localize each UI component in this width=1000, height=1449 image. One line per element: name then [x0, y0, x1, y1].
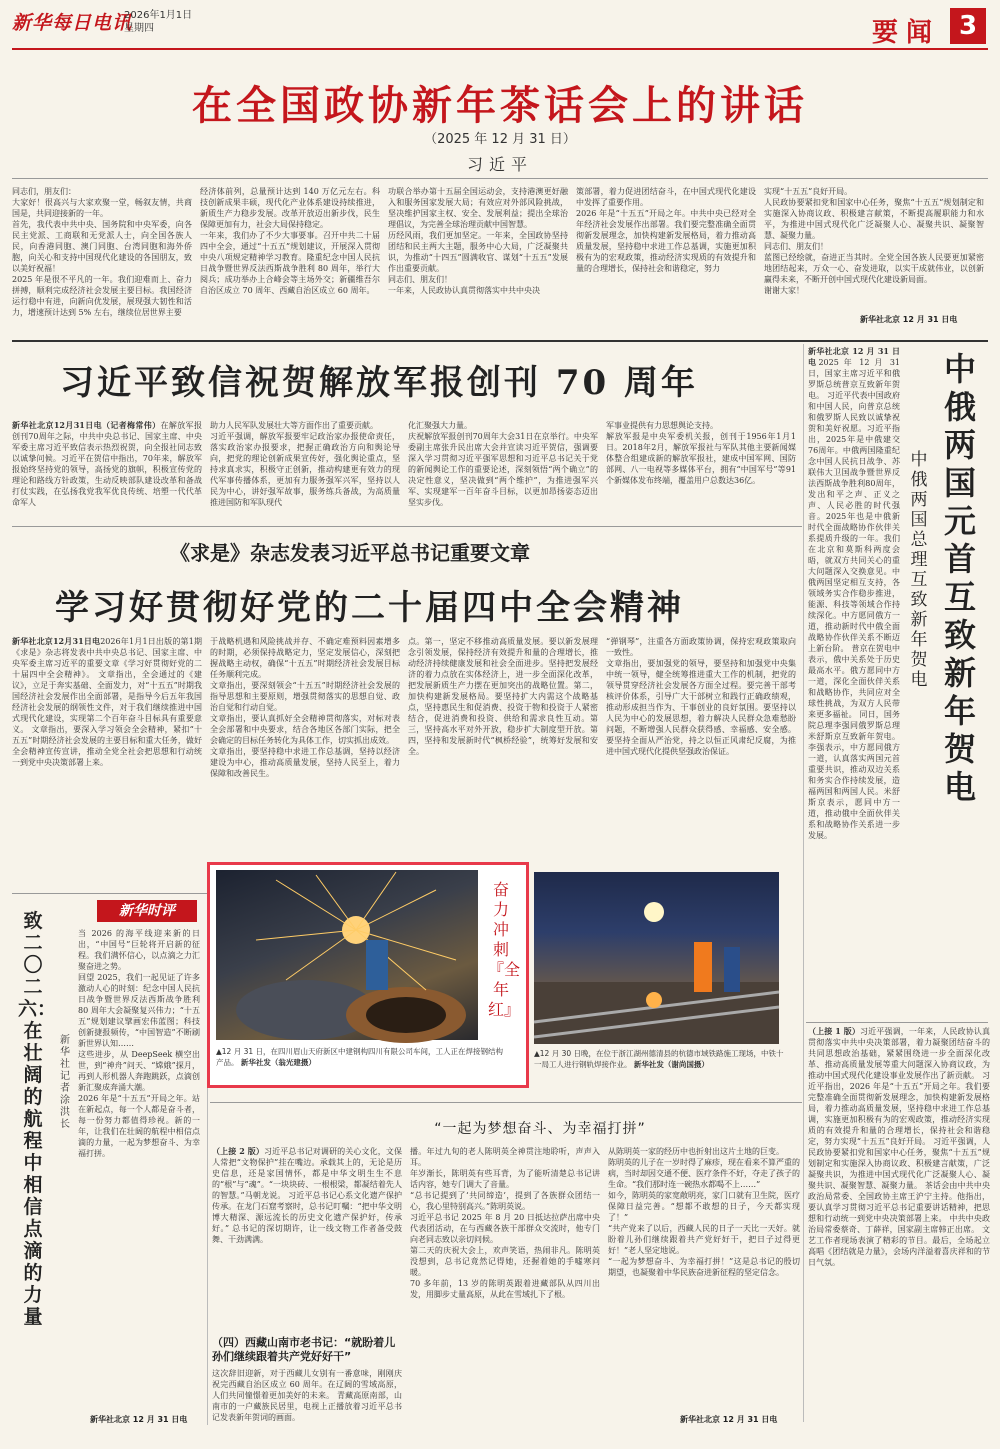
lead-column-5: 实现“十五五”良好开局。 人民政协要紧扣党和国家中心任务，聚焦“十五五”规划制定和实施深入协商议政、积极建言献策，不断提高履职能力和水平，为推进中国式现代化广泛凝聚人心、凝聚共识、凝聚智慧、凝聚力量。 同志们、朋友们！ 蓝图已经绘就，奋进正当其时。全党全国各族人民要更加紧密地团结起来，万众一心、奋发进取，以实干成就伟业，以创新赢得未来，不断开创中国式现代化建设新局面。 谢谢大家！ — [764, 187, 984, 295]
section-label: 要闻 — [871, 18, 940, 48]
lead-headline: 在全国政协新年茶话会上的讲话 — [192, 82, 808, 129]
feature-column-4: 从陈明英一家的经历中也折射出这片土地的巨变。 陈明英的儿子在一岁时得了麻疹，现在看来不算严重的病，当时却因交通不便、医疗条件不好，夺走了孩子的生命。“我们那时连一碗热水都喝不上……” 如今，陈明英的家宽敞明亮，家门口就有卫生院，医疗保障日益完善。“想都不敢想的日子，今天都实现了！” “共产党来了以后，西藏人民的日子一天比一天好。就盼着儿孙们继续跟着共产党好好干，把日子过得更好！”老人坚定地说。 “一起为梦想奋斗、为幸福打拼！”这是总书记的殷切期望，也凝聚着中华民族奋进新征程的坚定信念。 — [608, 1147, 800, 1277]
russia-subheadline: 中俄两国总理互致新年贺电 — [910, 450, 928, 690]
lead-column-2: 经济体前列，总量预计达到 140 万亿元左右。科技创新成果丰硕，现代化产业体系建设持续推进，新质生产力稳步发展。改革开放迈出新步伐，民生保障更加有力，社会大局保持稳定。 一年来，我们办了不少大事要事。召开中共二十届四中全会，通过“十五五”规划建议，开展深入贯彻中央八项规定精神学习教育。隆重纪念中国人民抗日战争暨世界反法西斯战争胜利 80 周年，举行大阅兵；成功举办上合峰会等主场外交；新疆维吾尔自治区成立 70 周年、西藏自治区成立 60 周年。 — [200, 187, 380, 295]
photo-caption-1 — [216, 1046, 506, 1068]
feature-subheading: （四）西藏山南市老书记：“就盼着儿孙们继续跟着共产党好好干” — [212, 1336, 396, 1363]
photo-railway-night — [534, 872, 779, 1044]
qiushi-column-3: 点。第一，坚定不移推动高质量发展。要以新发展理念引领发展，保持经济有效提升和量的合理增长，推动经济持续健康发展和社会全面进步。坚持把发展经济的着力点放在实体经济上，进一步全面深化改革，把发展新质生产力摆在更加突出的战略位置。第二，加快构建新发展格局。要坚持扩大内需这个战略基点，坚持惠民生和促消费、投资于物和投资于人紧密结合，促进消费和投资、供给和需求良性互动。第三，坚持高水平对外开放，稳步扩大制度型开放。第四，坚持和发展新时代“枫桥经验”，统筹好发展和安全。 — [408, 637, 598, 756]
divider — [210, 1102, 802, 1103]
pla-column-4: 军事业提供有力思想舆论支持。 解放军报是中央军委机关报，创刊于1956年1月1日。2018年2月，解放军报社与军队其他主要新闻媒体整合组建成新的解放军报社，建成中国军网、国防部网、八一电视等多媒体平台，拥有“中国军号”等91个新媒体发布终端，覆盖用户总数达36亿。 — [606, 421, 796, 485]
commentary-author: 新华社记者 涂洪长 — [60, 1035, 70, 1130]
lead-column-1: 同志们，朋友们： 大家好！很高兴与大家欢聚一堂，畅叙友情，共商国是，共同迎接新的一年。 首先，我代表中共中央、国务院和中央军委，向各民主党派、工商联和无党派人士，向全国各族人民，向香港同胞、澳门同胞、台湾同胞和海外侨胞，向关心和支持中国现代化建设的各国朋友，致以美好祝福！ 2025 年是很不平凡的一年。我们迎难而上、奋力拼搏，顺利完成经济社会发展主要目标。我国经济运行稳中有进，向新向优发展，展现强大韧性和活力，增速预计达到 5% 左右，继续位居世界主要 — [12, 187, 192, 317]
lead-continuation-text: 习近平强调，一年来，人民政协认真贯彻落实中共中央决策部署，着力凝聚团结奋斗的共同思想政治基础，紧紧围绕进一步全面深化改革、推动高质量发展等重大问题深入协商议政，为推动中国式现代化建设事业发展作出了新贡献。 习近平指出，2026 年是“十五五”开局之年。我们要完整准确全面贯彻新发展理念，加快构建新发展格局，着力推动高质量发展，坚持稳中求进工作总基调，实施更加积极有为的宏观政策，推动经济实现质的有效提升和量的合理增长，保持社会和谐稳定，努力实现“十五五”良好开局。 习近平强调，人民政协要紧扣党和国家中心任务，聚焦“十五五”规划制定和实施深入协商议政、积极建言献策，广泛凝聚共识，为推进中国式现代化广泛凝聚人心、凝聚共识、凝聚智慧、凝聚力量。 茶话会由中共中央政治局常委、全国政协主席王沪宁主持。他指出，要认真学习贯彻习近平总书记重要讲话精神，把思想和行动统一到党中央决策部署上来。 中共中央政治局常委蔡奇、丁薛祥，国家副主席韩正出席。 文艺工作者现场表演了精彩的节目。最后，全场起立高唱《团结就是力量》，会场内洋溢着喜庆祥和的节日气氛。 — [808, 1027, 990, 1267]
commentary-body: 当 2026 的海平线迎来新的日出，“中国号”巨轮将开启新的征程。我们满怀信心，以点滴之力汇聚奋进之势。 回望 2025，我们一起见证了许多激动人心的时刻：纪念中国人民抗日战争暨世界反法西斯战争胜利 80 周年大会凝聚复兴伟力；“十五五”规划建议擘画宏伟蓝图；科技创新捷报频传，“中国智造”不断刷新世界认知…… 这些进步，从 DeepSeek 横空出世，到“神舟”问天、“嫦娥”探月，再到人形机器人奔跑跳跃，点滴创新汇聚成奔涌大潮。 2026 年是“十五五”开局之年。站在新起点，每一个人都是奋斗者，每一份努力都值得珍视。新的一年，让我们在壮阔的航程中相信点滴的力量，一起为梦想奋斗、为幸福打拼。 — [78, 929, 200, 1158]
divider — [12, 526, 802, 527]
qiushi-dateline: 新华社北京12月31日电 — [12, 636, 101, 646]
russia-body-text: 2025 年 12 月 31 日，国家主席习近平和俄罗斯总统普京互致新年贺电。 习近平代表中国政府和中国人民，向普京总统和俄罗斯人民致以诚挚祝贺和美好祝愿。习近平指出，2025年是中俄建交76周年。中俄两国隆重纪念中国人民抗日战争、苏联伟大卫国战争暨世界反法西斯战争胜利80周年，发出和平之声、正义之声、人民必胜的时代强音。2025年也是中俄新时代全面战略协作伙伴关系提质升级的一年。我们在北京和莫斯科两度会晤，就双方共同关心的重大问题深入交换意见。中俄两国坚定相互支持，各领域务实合作稳步推进，能源、科技等领域合作持续深化。中方愿同俄方一道，推动新时代中俄全面战略协作伙伴关系不断迈上新台阶。 普京在贺电中表示，俄中关系处于历史最高水平。俄方愿同中方一道，深化全面伙伴关系和战略协作，共同应对全球性挑战，为双方人民带来更多福祉。 同日，国务院总理李强同俄罗斯总理米舒斯京互致新年贺电。李强表示，中方愿同俄方一道，认真落实两国元首重要共识，推动双边关系和务实合作持续发展，造福两国和两国人民。米舒斯京表示，愿同中方一道，推动俄中全面伙伴关系和战略协作关系进一步发展。 — [808, 358, 901, 840]
divider — [12, 893, 207, 894]
photo-feature-title: 奋力冲刺『全年红』 — [488, 880, 521, 1019]
russia-body-narrow — [808, 346, 901, 840]
qiushi-headline: 学习好贯彻好党的二十届四中全会精神 — [55, 588, 684, 628]
photo-caption-1-text: ▲12 月 31 日，在四川眉山天府新区中建钢构四川有限公司车间，工人正在焊接钢结构产品。 — [216, 1047, 504, 1067]
photo-credit-2: 新华社发（谢尚国摄） — [633, 1060, 709, 1069]
column-divider — [803, 344, 804, 1422]
russia-headline: 中俄两国元首互致新年贺电 — [943, 350, 976, 806]
divider — [12, 340, 988, 342]
issue-weekday: 星期四 — [124, 23, 154, 34]
photo-credit-1: 新华社发（翁光建摄） — [240, 1058, 316, 1067]
pla-column-2: 助力人民军队发展壮大等方面作出了重要贡献。 习近平强调，解放军报要牢记政治家办报使命责任，落实政治家办报要求，把握正确政治方向和舆论导向，把党的理论创新成果宣传好，强化舆论重点，坚持求真求实，积极守正创新，推动构建更有效力的现代军事传播体系，更加有力服务强军兴军，坚持以人民为中心，讲好强军故事，服务练兵备战，为高质量推进国防和军队现代 — [210, 421, 400, 507]
lead-date: （2025 年 12 月 31 日） — [424, 132, 576, 147]
pla-headline: 习近平致信祝贺解放军报创刊 70 周年 — [60, 363, 698, 403]
photo-welding-workshop — [216, 870, 478, 1040]
qiushi-subhead: 《求是》杂志发表习近平总书记重要文章 — [170, 541, 530, 565]
feature-headline: “一起为梦想奋斗、为幸福打拼” — [434, 1121, 646, 1137]
qiushi-column-1 — [12, 636, 202, 854]
welding-photo-art — [216, 870, 478, 1040]
pla-column-1-text: 在解放军报创刊70周年之际，中共中央总书记、国家主席、中央军委主席习近平致信表示热烈祝贺，向全报社同志致以诚挚问候。习近平在贺信中指出，70年来，解放军报始终坚持党的领导，高扬党的旗帜，积极宣传党的理论和路线方针政策，生动反映部队建设改革和备战打仗实践，在弘扬我党我军优良传统、培塑一代代革命军人 — [12, 421, 203, 507]
pla-column-1 — [12, 420, 202, 520]
feature-byline: 新华社北京 12 月 31 日电 — [680, 1415, 778, 1424]
issue-date-text: 2026年1月1日 — [124, 10, 193, 21]
lead-continuation-label: （上接 1 版） — [808, 1026, 861, 1036]
lead-column-4: 策部署，着力促进团结奋斗，在中国式现代化建设中发挥了重要作用。 2026 年是“十五五”开局之年。中共中央已经对全年经济社会发展作出部署。我们要完整准确全面贯彻新发展理念，加快构建新发展格局，着力推动高质量发展，坚持稳中求进工作总基调，实施更加积极有为的宏观政策，推动经济实现质的有效提升和量的合理增长，保持社会和谐稳定，努力 — [576, 187, 756, 273]
photo-caption-2 — [534, 1048, 784, 1070]
lead-column-3: 功联合举办第十五届全国运动会，支持港澳更好融入和服务国家发展大局；有效应对外部风险挑战，坚决维护国家主权、安全、发展利益；提出全球治理倡议，为完善全球治理贡献中国智慧。 历经风雨，我们更加坚定。一年来，全国政协坚持团结和民主两大主题，服务中心大局，广泛凝聚共识，为推动“十四五”圆满收官、谋划“十五五”发展作出重要贡献。 同志们、朋友们！ 一年来，人民政协认真贯彻落实中共中央决 — [388, 187, 568, 295]
newspaper-logo: 新华每日电讯 — [12, 12, 133, 34]
header-rule — [12, 48, 988, 50]
qiushi-column-1-text: 2026年1月1日出版的第1期《求是》杂志将发表中共中央总书记、国家主席、中央军委主席习近平的重要文章《学习好贯彻好党的二十届四中全会精神》。 文章指出，全会通过的《建议》，立足于奔实基础、全面发力，对“十五五”时期我国经济社会发展作出全面部署，是指导今后五年我国经济社会发展的纲领性文件，对于我们继续推进中国式现代化建设，实现第二个百年奋斗目标具有重要意义。 文章指出，要深入学习领会全会精神，紧扣“十五五”时期经济社会发展的主要目标和重大任务，做好全会精神宣传宣讲，推动全党全社会把思想和行动统一到党中央决策部署上来。 — [12, 637, 202, 767]
qiushi-column-2: 于战略机遇和风险挑战并存、不确定难预料因素增多的时期，必须保持战略定力，坚定发展信心，深刻把握战略主动权，确保“十五五”时期经济社会发展目标任务顺利完成。 文章指出，要深刻领会“十五五”时期经济社会发展的指导思想和主要原则，增强贯彻落实的思想自觉、政治自觉和行动自觉。 文章指出，要认真抓好全会精神贯彻落实，对标对表全会部署和中央要求，结合各地区各部门实际，把全会确定的目标任务转化为具体工作，切实抓出成效。 文章指出，要坚持稳中求进工作总基调，坚持以经济建设为中心，推动高质量发展，坚持人民至上，着力保障和改善民生。 — [210, 637, 400, 778]
feature-column-1-text: 习近平总书记对调研的关心文化，文保人常把“文物保护”挂在嘴边。承载其上的，无论是历史信息，还是家国情怀，都是中华文明生生不息的“根”与“魂”。“一块块砖、一根根梁，都凝结着先人的智慧。”马朝龙说。 习近平总书记心系文化遗产保护传承。在龙门石窟考察时，总书记叮嘱：“把中华文明博大精深、源远流长的历史文化遗产保护好，传承好。” 总书记的深切期许，让一线文物工作者备受鼓舞、干劲满满。 — [212, 1147, 403, 1244]
qiushi-column-4: “弹钢琴”，注重各方面政策协调，保持宏观政策取向一致性。 文章指出，要加强党的领导，要坚持和加强党中央集中统一领导，健全统筹推进重大工作的机制，把党的领导贯穿经济社会发展各方面全过程。要完善干部考核评价体系，引导广大干部树立和践行正确政绩观，推动形成担当作为、干事创业的良好氛围。要坚持以人民为中心的发展思想，着力解决人民群众急难愁盼问题，不断增强人民群众获得感、幸福感、安全感。要坚持全面从严治党，持之以恒正风肃纪反腐，为推进中国式现代化提供坚强政治保证。 — [606, 637, 796, 756]
feature-column-3: 播。年过九旬的老人陈明英全神贯注地聆听，声声入耳。 年岁渐长，陈明英有些耳背，为了能听清楚总书记讲话内容，她专门调大了音量。 “总书记提到了‘共同缔造’，提到了各族群众团结一心，我心里特别高兴。”陈明英说。 习近平总书记 2025 年 8 月 20 日抵达拉萨出席中央代表团活动，在与西藏各族干部群众交流时，他专门向老同志致以亲切问候。 第二天的庆祝大会上，欢声笑语，热闹非凡。陈明英没想到，总书记竟然记得她，还握着她的手嘘寒问暖。 70 多年前，13 岁的陈明英跟着进藏部队从四川出发，用脚步丈量高原，从此在雪域扎下了根。 — [410, 1147, 600, 1299]
lead-byline: 新华社北京 12 月 31 日电 — [860, 315, 958, 324]
feature-column-1 — [212, 1146, 402, 1332]
pla-dateline: 新华社北京12月31日电（记者梅常伟） — [12, 420, 161, 430]
page-number: 3 — [950, 8, 986, 44]
commentary-title: 致二〇二六：在壮阔的航程中相信点滴的力量 — [18, 910, 57, 1328]
lead-author: 习近平 — [466, 155, 533, 174]
railway-photo-art — [534, 872, 779, 1044]
commentary-byline: 新华社北京 12 月 31 日电 — [90, 1415, 188, 1424]
feature-column-2: 这次辞旧迎新，对于西藏儿女别有一番意味，刚刚庆祝完西藏自治区成立 60 周年。在辽阔的雪域高原，人们共同憧憬着更加美好的未来。 青藏高原南部，山南市的一户藏族民居里，电视上正播放着习近平总书记发表新年贺词的画面。 — [212, 1369, 402, 1422]
lead-continuation — [808, 1026, 990, 1422]
photo-caption-2-text: ▲12 月 30 日晚，在位于浙江湖州德清县的杭德市域铁路施工现场，中铁十一局工人进行钢轨焊接作业。 — [534, 1049, 784, 1069]
divider — [806, 1022, 988, 1023]
pla-column-3: 化汇聚强大力量。 庆祝解放军报创刊70周年大会31日在京举行。中央军委副主席张升民出席大会并宣读习近平贺信，强调要深入学习贯彻习近平强军思想和习近平总书记关于党的新闻舆论工作的重要论述，深刻领悟“两个确立”的决定性意义，坚决做到“两个维护”，为推进强军兴军、实现建军一百年奋斗目标，以更加昂扬姿态迈出坚实步伐。 — [408, 421, 598, 507]
issue-date — [124, 9, 192, 35]
russia-dateline: 新华社北京 12 月 31 日电 — [808, 346, 900, 367]
commentary-badge: 新华时评 — [97, 900, 197, 922]
feature-continuation-label: （上接 2 版） — [212, 1146, 265, 1156]
divider — [12, 178, 988, 179]
